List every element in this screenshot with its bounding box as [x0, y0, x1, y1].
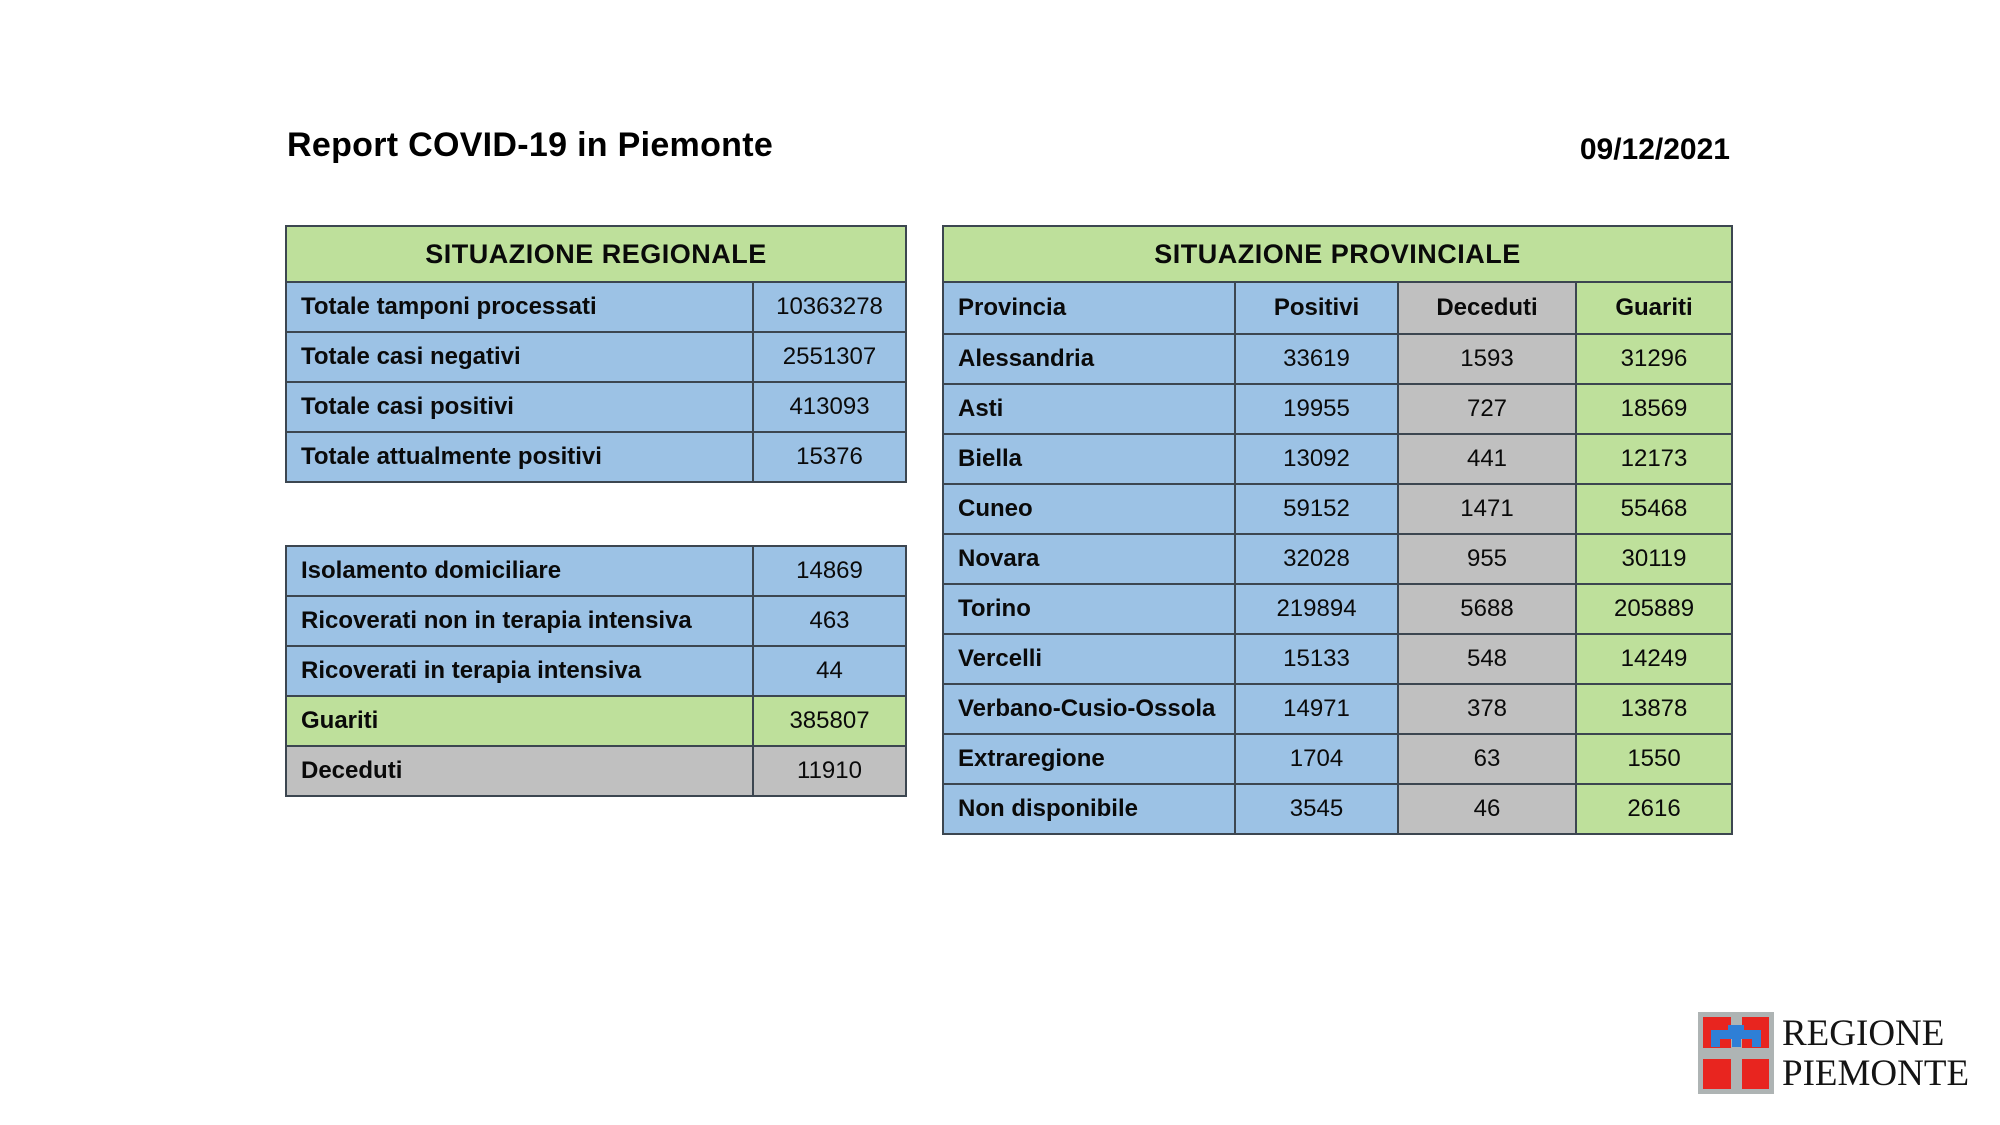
positivi-cell: 33619 — [1235, 334, 1398, 384]
positivi-cell: 219894 — [1235, 584, 1398, 634]
positivi-cell: 14971 — [1235, 684, 1398, 734]
province-name-cell: Verbano-Cusio-Ossola — [943, 684, 1235, 734]
red-quadrant — [1703, 1059, 1731, 1090]
logo-line-piemonte: PIEMONTE — [1782, 1053, 1970, 1094]
regional-row-value: 413093 — [753, 382, 906, 432]
regional-row-value: 10363278 — [753, 282, 906, 332]
province-name-cell: Novara — [943, 534, 1235, 584]
current-cases-table — [285, 545, 907, 797]
blue-lambel-icon — [1711, 1038, 1720, 1047]
deceduti-row-value: 11910 — [753, 746, 906, 796]
positivi-cell: 19955 — [1235, 384, 1398, 434]
deceduti-cell: 5688 — [1398, 584, 1576, 634]
regional-row-label: Totale casi positivi — [286, 382, 753, 432]
guariti-cell: 1550 — [1576, 734, 1732, 784]
report-date: 09/12/2021 — [1579, 133, 1730, 166]
column-header-positivi: Positivi — [1235, 282, 1398, 334]
deceduti-cell: 727 — [1398, 384, 1576, 434]
deceduti-cell: 46 — [1398, 784, 1576, 834]
guariti-cell: 55468 — [1576, 484, 1732, 534]
guariti-cell: 14249 — [1576, 634, 1732, 684]
guariti-cell: 205889 — [1576, 584, 1732, 634]
province-name-cell: Asti — [943, 384, 1235, 434]
positivi-cell: 1704 — [1235, 734, 1398, 784]
positivi-cell: 3545 — [1235, 784, 1398, 834]
deceduti-cell: 1471 — [1398, 484, 1576, 534]
positivi-cell: 13092 — [1235, 434, 1398, 484]
blue-lambel-icon — [1732, 1038, 1741, 1047]
guariti-cell: 31296 — [1576, 334, 1732, 384]
regional-row-label: Totale attualmente positivi — [286, 432, 753, 482]
guariti-cell: 2616 — [1576, 784, 1732, 834]
deceduti-cell: 1593 — [1398, 334, 1576, 384]
regional-row-label: Totale casi negativi — [286, 332, 753, 382]
province-row — [943, 484, 1732, 534]
province-row — [943, 784, 1732, 834]
province-name-cell: Biella — [943, 434, 1235, 484]
guariti-cell: 13878 — [1576, 684, 1732, 734]
regional-row-value: 15376 — [753, 432, 906, 482]
province-name-cell: Non disponibile — [943, 784, 1235, 834]
column-header-guariti: Guariti — [1576, 282, 1732, 334]
provincial-table-header: SITUAZIONE PROVINCIALE — [943, 226, 1732, 282]
guariti-cell: 30119 — [1576, 534, 1732, 584]
province-row — [943, 434, 1732, 484]
positivi-cell: 59152 — [1235, 484, 1398, 534]
regione-piemonte-logo — [1698, 1012, 1969, 1094]
red-quadrant — [1742, 1059, 1770, 1090]
deceduti-cell: 441 — [1398, 434, 1576, 484]
current-row-value: 14869 — [753, 546, 906, 596]
deceduti-cell: 63 — [1398, 734, 1576, 784]
provincial-situation-table — [942, 225, 1733, 835]
current-row-value: 44 — [753, 646, 906, 696]
blue-lambel-icon — [1752, 1038, 1761, 1047]
province-name-cell: Cuneo — [943, 484, 1235, 534]
province-row — [943, 734, 1732, 784]
column-header-deceduti: Deceduti — [1398, 282, 1576, 334]
logo-line-regione: REGIONE — [1782, 1013, 1945, 1054]
province-name-cell: Alessandria — [943, 334, 1235, 384]
province-row — [943, 534, 1732, 584]
province-row — [943, 584, 1732, 634]
regional-row-value: 2551307 — [753, 332, 906, 382]
province-row — [943, 334, 1732, 384]
current-row-value: 463 — [753, 596, 906, 646]
province-name-cell: Extraregione — [943, 734, 1235, 784]
deceduti-cell: 548 — [1398, 634, 1576, 684]
province-row — [943, 684, 1732, 734]
positivi-cell: 15133 — [1235, 634, 1398, 684]
province-name-cell: Torino — [943, 584, 1235, 634]
province-row — [943, 634, 1732, 684]
guariti-cell: 18569 — [1576, 384, 1732, 434]
current-row-label: Isolamento domiciliare — [286, 546, 753, 596]
guariti-row-label: Guariti — [286, 696, 753, 746]
deceduti-cell: 955 — [1398, 534, 1576, 584]
logo-wordmark — [1782, 1014, 1969, 1094]
current-row-label: Ricoverati in terapia intensiva — [286, 646, 753, 696]
positivi-cell: 32028 — [1235, 534, 1398, 584]
current-row-label: Ricoverati non in terapia intensiva — [286, 596, 753, 646]
regional-table-header: SITUAZIONE REGIONALE — [286, 226, 906, 282]
deceduti-cell: 378 — [1398, 684, 1576, 734]
column-header-provincia: Provincia — [943, 282, 1235, 334]
province-row — [943, 384, 1732, 434]
deceduti-row-label: Deceduti — [286, 746, 753, 796]
guariti-cell: 12173 — [1576, 434, 1732, 484]
page-title: Report COVID-19 in Piemonte — [287, 126, 774, 164]
piemonte-coat-of-arms-icon — [1698, 1012, 1774, 1094]
province-name-cell: Vercelli — [943, 634, 1235, 684]
regional-row-label: Totale tamponi processati — [286, 282, 753, 332]
regional-situation-table — [285, 225, 907, 483]
guariti-row-value: 385807 — [753, 696, 906, 746]
